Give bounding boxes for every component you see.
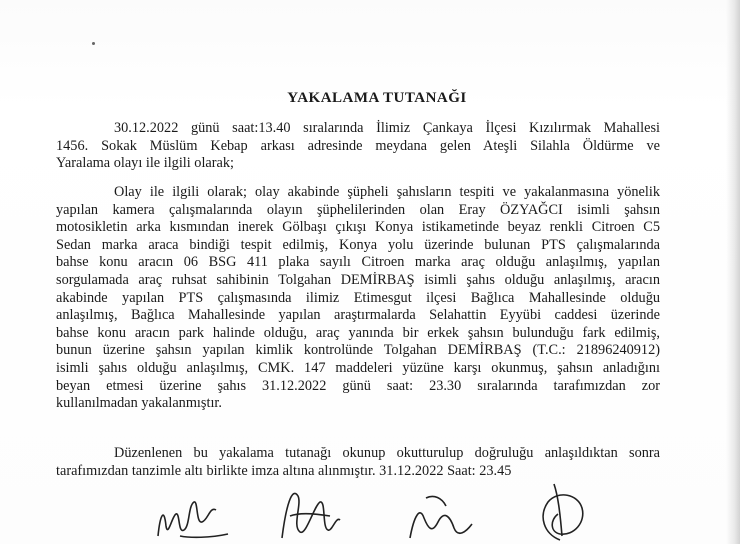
text-line: kullanılmadan yakalanmıştır. [56,395,222,412]
page-edge-shadow [726,0,740,544]
text-line: 1456. Sokak Müslüm Kebap arkası adresinde meydana gelen Ateşli Silahla Öldürme ve [56,137,660,154]
signature-1 [150,476,240,544]
text-line: Sedan marka araca bindiği tespit edilmiş, Konya yolu üzerinde bulunan PTS çalışmalarında [56,236,660,253]
paragraph-body [56,184,660,413]
text-line: Yaralama olayı ile ilgili olarak; [56,155,235,172]
signature-2 [270,476,350,544]
paragraph-closing [56,445,660,480]
text-line: bahse konu aracın 06 BSG 411 plaka sayılı Citroen marka araç olduğu anlaşılmış, yapılan [56,254,660,271]
text-line: anlaşılmış, Bağlıca Mahallesinde yapılan araştırmalarda Selahattin Eyyübi caddesi üzerinde [56,307,660,324]
text-line: Olay ile ilgili olarak; olay akabinde şüpheli şahısların tespiti ve yakalanmasına yönelik [114,184,660,200]
text-line: bunun üzerine şahsın yapılan kimlik kontrolünde Tolgahan DEMİRBAŞ (T.C.: 21896240912) [56,342,660,359]
text-line: 30.12.2022 günü saat:13.40 sıralarında İlimiz Çankaya İlçesi Kızılırmak Mahallesi [114,120,660,136]
text-line: Düzenlenen bu yakalama tutanağı okunup okutturulup doğruluğu anlaşıldıktan sonra [114,445,660,461]
text-line: yapılan kamera çalışmalarında olayın şüphelilerinden olan Eray ÖZYAĞCI isimli şahsın [56,201,660,218]
text-line: beyan etmesi üzerine şahıs 31.12.2022 günü saat: 23.30 sıralarında tarafımızdan zor [56,377,660,394]
paragraph-intro [56,120,660,173]
text-line: isimli şahıs olduğu anlaşılmış, CMK. 147 maddeleri yüzüne karşı okunmuş, şahsın anladığını [56,359,660,376]
signature-4 [520,476,600,544]
scan-speck [92,42,95,45]
document-title: YAKALAMA TUTANAĞI [287,90,467,106]
text-line: bahse konu aracın park halinde olduğu, araç yanında bir erkek şahsın bulunduğu fark edilmiş, [56,324,660,341]
text-line: tarafımızdan tanzimle altı birlikte imza altına alınmıştır. 31.12.2022 Saat: 23.45 [56,462,512,479]
text-line: sorgulamada araç ruhsat sahibinin Tolgahan DEMİRBAŞ isimli şahıs olduğu anlaşılmış, aracın [56,271,660,288]
signature-3 [400,476,490,544]
text-line: motosikletin arka kısmından inerek Gölbaşı çıkışı Konya istikametinde beyaz renkli Citroen C5 [56,219,660,236]
text-line: akabinde yapılan PTS çalışmasında ilimiz Etimesgut ilçesi Bağlıca Mahallesinde olduğu [56,289,660,306]
